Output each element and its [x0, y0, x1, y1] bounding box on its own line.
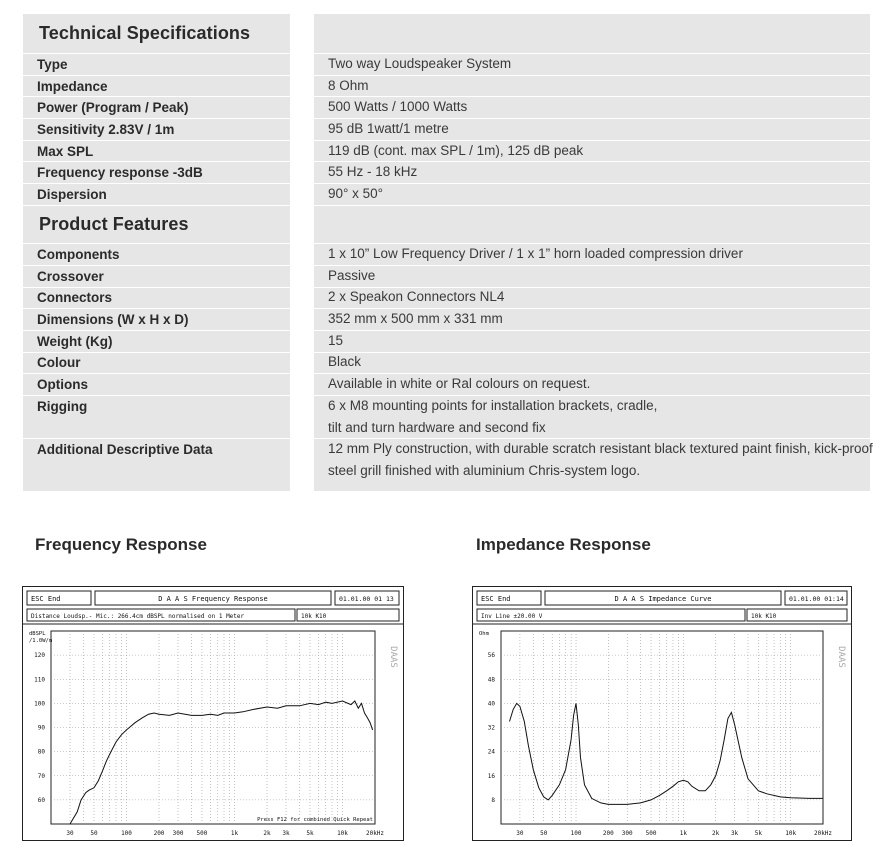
- y-tick-label: 70: [37, 772, 45, 780]
- x-tick-label: 50: [540, 830, 548, 837]
- spec-label-column: [23, 14, 290, 491]
- feature-value-connectors: 2 x Speakon Connectors NL4: [328, 289, 505, 304]
- x-tick-label: 2k: [263, 830, 271, 837]
- x-tick-label: 20kHz: [365, 830, 385, 837]
- spec-label-sensitivity: Sensitivity 2.83V / 1m: [37, 122, 175, 137]
- frequency-response-title: Frequency Response: [35, 535, 207, 554]
- x-tick-label: 10k: [785, 830, 797, 837]
- product-features-title: Product Features: [39, 214, 189, 234]
- feature-label-colour: Colour: [37, 355, 81, 370]
- feature-value-components: 1 x 10” Low Frequency Driver / 1 x 1” horn loaded compression driver: [328, 246, 743, 261]
- tech-specs-title: Technical Specifications: [39, 23, 251, 43]
- x-tick-label: 50: [90, 830, 98, 837]
- x-tick-label: 2k: [712, 830, 720, 837]
- feature-label-components: Components: [37, 247, 120, 262]
- x-tick-label: 30: [66, 830, 74, 837]
- y-tick-label: 48: [487, 676, 495, 684]
- x-tick-label: 3k: [282, 830, 290, 837]
- daas-watermark: DAAS: [388, 646, 398, 668]
- x-tick-label: 100: [570, 830, 582, 837]
- x-tick-label: 3k: [730, 830, 739, 837]
- y-tick-label: 32: [487, 724, 495, 732]
- chart-title: D A A S Frequency Response: [158, 595, 268, 603]
- header-date: 01.01.00 01:14: [789, 595, 844, 603]
- spec-value-frequency-response: 55 Hz - 18 kHz: [328, 164, 418, 179]
- daas-watermark: DAAS: [836, 646, 846, 668]
- spec-label-frequency-response: Frequency response -3dB: [37, 165, 203, 180]
- feature-value-weight: 15: [328, 333, 344, 348]
- impedance-response-chart: [472, 586, 852, 841]
- spec-label-impedance: Impedance: [37, 79, 108, 94]
- header-sub2-text: 10k K10: [751, 613, 777, 620]
- x-tick-label: 20kHz: [813, 830, 833, 837]
- y-tick-label: 56: [487, 652, 495, 660]
- x-tick-label: 500: [196, 830, 208, 837]
- y-tick-label: 100: [34, 700, 45, 708]
- feature-label-additional: Additional Descriptive Data: [37, 442, 213, 457]
- series-line: [70, 701, 373, 824]
- y-tick-label: 120: [34, 652, 45, 660]
- feature-value-dimensions: 352 mm x 500 mm x 331 mm: [328, 311, 503, 326]
- x-tick-label: 5k: [754, 830, 762, 837]
- feature-label-weight: Weight (Kg): [37, 334, 113, 349]
- y-tick-label: 16: [487, 772, 495, 780]
- x-tick-label: 300: [621, 830, 633, 837]
- x-tick-label: 5k: [306, 830, 314, 837]
- y-axis-label: Ohm: [479, 631, 489, 637]
- spec-label-max-spl: Max SPL: [37, 144, 94, 159]
- spec-label-dispersion: Dispersion: [37, 187, 107, 202]
- feature-value-options: Available in white or Ral colours on request.: [328, 376, 591, 391]
- feature-value-additional: 12 mm Ply construction, with durable scratch resistant black textured paint finish, kick-proof: [328, 441, 873, 456]
- header-esc-text: ESC End: [31, 595, 61, 603]
- header-date: 01.01.00 01 13: [339, 595, 394, 603]
- impedance-response-svg: [473, 587, 851, 840]
- y-axis-label: dBSPL: [29, 631, 46, 637]
- header-sub-text: Distance Loudsp.- Mic.: 266.4cm dBSPL normalised on 1 Meter: [31, 613, 245, 620]
- feature-value-crossover: Passive: [328, 268, 376, 283]
- feature-label-dimensions: Dimensions (W x H x D): [37, 312, 189, 327]
- x-tick-label: 100: [121, 830, 132, 837]
- x-tick-label: 500: [645, 830, 657, 837]
- spec-value-impedance: 8 Ohm: [328, 78, 369, 93]
- y-tick-label: 60: [37, 796, 45, 804]
- header-sub-text: Inv Line ±20.00 V: [481, 613, 543, 620]
- feature-label-connectors: Connectors: [37, 290, 113, 305]
- x-tick-label: 300: [172, 830, 184, 837]
- feature-label-rigging: Rigging: [37, 399, 88, 414]
- frequency-response-svg: [23, 587, 403, 840]
- x-tick-label: 200: [153, 830, 165, 837]
- spec-value-power: 500 Watts / 1000 Watts: [328, 99, 468, 114]
- header-sub2-text: 10k K10: [301, 613, 327, 620]
- x-tick-label: 30: [516, 830, 524, 837]
- feature-value-rigging: 6 x M8 mounting points for installation brackets, cradle,: [328, 398, 658, 413]
- spec-label-type: Type: [37, 57, 68, 72]
- y-tick-label: 90: [37, 724, 45, 732]
- impedance-response-title: Impedance Response: [476, 535, 651, 554]
- chart-title: D A A S Impedance Curve: [614, 595, 712, 603]
- header-esc-text: ESC End: [481, 595, 511, 603]
- spec-label-power: Power (Program / Peak): [37, 100, 189, 115]
- x-tick-label: 1k: [230, 830, 239, 837]
- y-tick-label: 110: [34, 676, 45, 684]
- x-tick-label: 10k: [337, 830, 348, 837]
- spec-value-max-spl: 119 dB (cont. max SPL / 1m), 125 dB peak: [328, 143, 584, 158]
- y-tick-label: 8: [491, 796, 495, 804]
- frequency-response-chart: [22, 586, 404, 841]
- y-tick-label: 24: [487, 748, 495, 756]
- spec-value-dispersion: 90° x 50°: [328, 186, 384, 201]
- y-tick-label: 40: [487, 700, 495, 708]
- spec-value-column: [314, 14, 873, 491]
- feature-label-crossover: Crossover: [37, 269, 104, 284]
- feature-value-rigging-line2: tilt and turn hardware and second fix: [328, 420, 546, 435]
- y-tick-label: 80: [37, 748, 45, 756]
- feature-value-colour: Black: [328, 354, 362, 369]
- spec-value-type: Two way Loudspeaker System: [328, 56, 512, 71]
- series-line: [510, 703, 824, 804]
- y-axis-label: /1.0W/m: [29, 638, 53, 644]
- feature-label-options: Options: [37, 377, 88, 392]
- x-tick-label: 1k: [679, 830, 687, 837]
- spec-value-sensitivity: 95 dB 1watt/1 metre: [328, 121, 449, 136]
- feature-value-additional-line2: steel grill finished with aluminium Chris-system logo.: [328, 463, 641, 478]
- x-tick-label: 200: [602, 830, 614, 837]
- footer-note: Press F12 for combined Quick Repeat: [257, 817, 373, 823]
